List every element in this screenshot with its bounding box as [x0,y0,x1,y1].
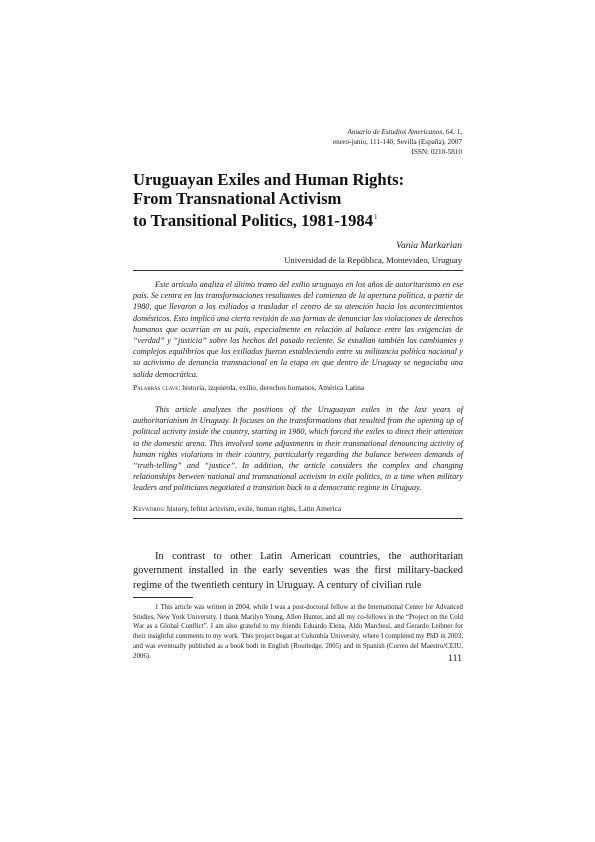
author-affiliation: Universidad de la República, Montevideo, Uruguay [284,255,462,265]
abstract-divider [133,518,463,519]
keywords-english-values: history, leftist activism, exile, human rights, Latin America [166,504,342,513]
journal-citation [333,127,462,157]
keywords-spanish [133,383,463,393]
journal-dates: enero-junio, 111-140, Sevilla (España), 2007 [332,138,462,146]
author-name: Vania Markarian [396,240,462,251]
title-line-2: From Transnational Activism [133,189,342,208]
journal-name: Anuario de Estudios Americanos, [347,128,445,136]
page-number: 111 [448,653,462,664]
abstract-english: This article analyzes the positions of the Uruguayan exiles in the last years of authoritarianism in Uruguay. It focuses on the transformations that resulted from the opening up of political activity inside the country, starting in 1980, which forced the exiles to direct their attention to the domestic arena. This involved some adjustments in their transnational denouncing activity of human rights violations in their country, particularly regarding the balance between demands of “truth-telling” and “justice”. In addition, the article considers the complex and changing relationships between national and transnational activism in exile politics, in a time when military leaders and politicians negotiated a transition back to a democratic regime in Uruguay. [133,405,463,493]
footnote-1: 1 This article was written in 2004, while I was a post-doctoral fellow at the International Center for Advanced Studies, New York University. I thank Marilyn Young, Allen Hunter, and all my co-fellows in the “Project on the Cold War as a Global Conflict”. I am also grateful to my friends Eduardo Elena, Aldo Marchesi, and Gerardo Leibner for their insightful comments to my work. This project began at Columbia University, where I completed my PhD in 2003, and was eventually published as a book both in English (Routledge, 2005) and in Spanish (Correo del Maestro/CEIU, 2006). [133,604,463,660]
title-line-3-text: to Transitional Politics, 1981-1984 [133,211,373,230]
title-line-1: Uruguayan Exiles and Human Rights: [133,170,405,189]
footnote-divider [133,597,193,598]
journal-issn: ISSN: 0210-5810 [411,148,462,156]
journal-volume: 64, 1, [445,128,462,136]
article-title [133,170,473,230]
body-paragraph: In contrast to other Latin American countries, the authoritarian government installed in the early seventies was the first military-backed regime of the twentieth century in Uruguay. A century of civilian rule [133,551,463,591]
keywords-spanish-label: Palabras clave: [133,383,181,392]
abstract-spanish: Este artículo analiza el último tramo del exilio uruguayo en los años de autoritarismo en ese país. Se centra en las transformaciones resultantes del comienzo de la apertura política, a partir de 1980, que llevaron a los exiliados a trasladar el centro de su atención hacia los acontecimientos domésticos. Esto implicó una cierta revisión de sus formas de denunciar las violaciones de derechos humanos que ocurrían en su país, especialmente en relación al balance entre las exigencias de “verdad” y “justicia” sobre los hechos del pasado reciente. Se estudian también los cambiantes y complejos equilibrios que los exiliados fueron estableciendo entre su militancia política nacional y su activismo de denuncia transnacional en la etapa en que dentro de Uruguay se negociaba una salida democrática. [133,280,463,379]
keywords-english [133,504,463,514]
header-divider [133,270,463,271]
title-line-3 [133,208,473,230]
keywords-english-label: Keywords: [133,504,166,513]
journal-name-line [333,127,462,137]
title-footnote-marker[interactable]: 1 [374,213,378,221]
keywords-spanish-values: historia, izquierda, exilio, derechos humanos, América Latina [182,383,365,392]
